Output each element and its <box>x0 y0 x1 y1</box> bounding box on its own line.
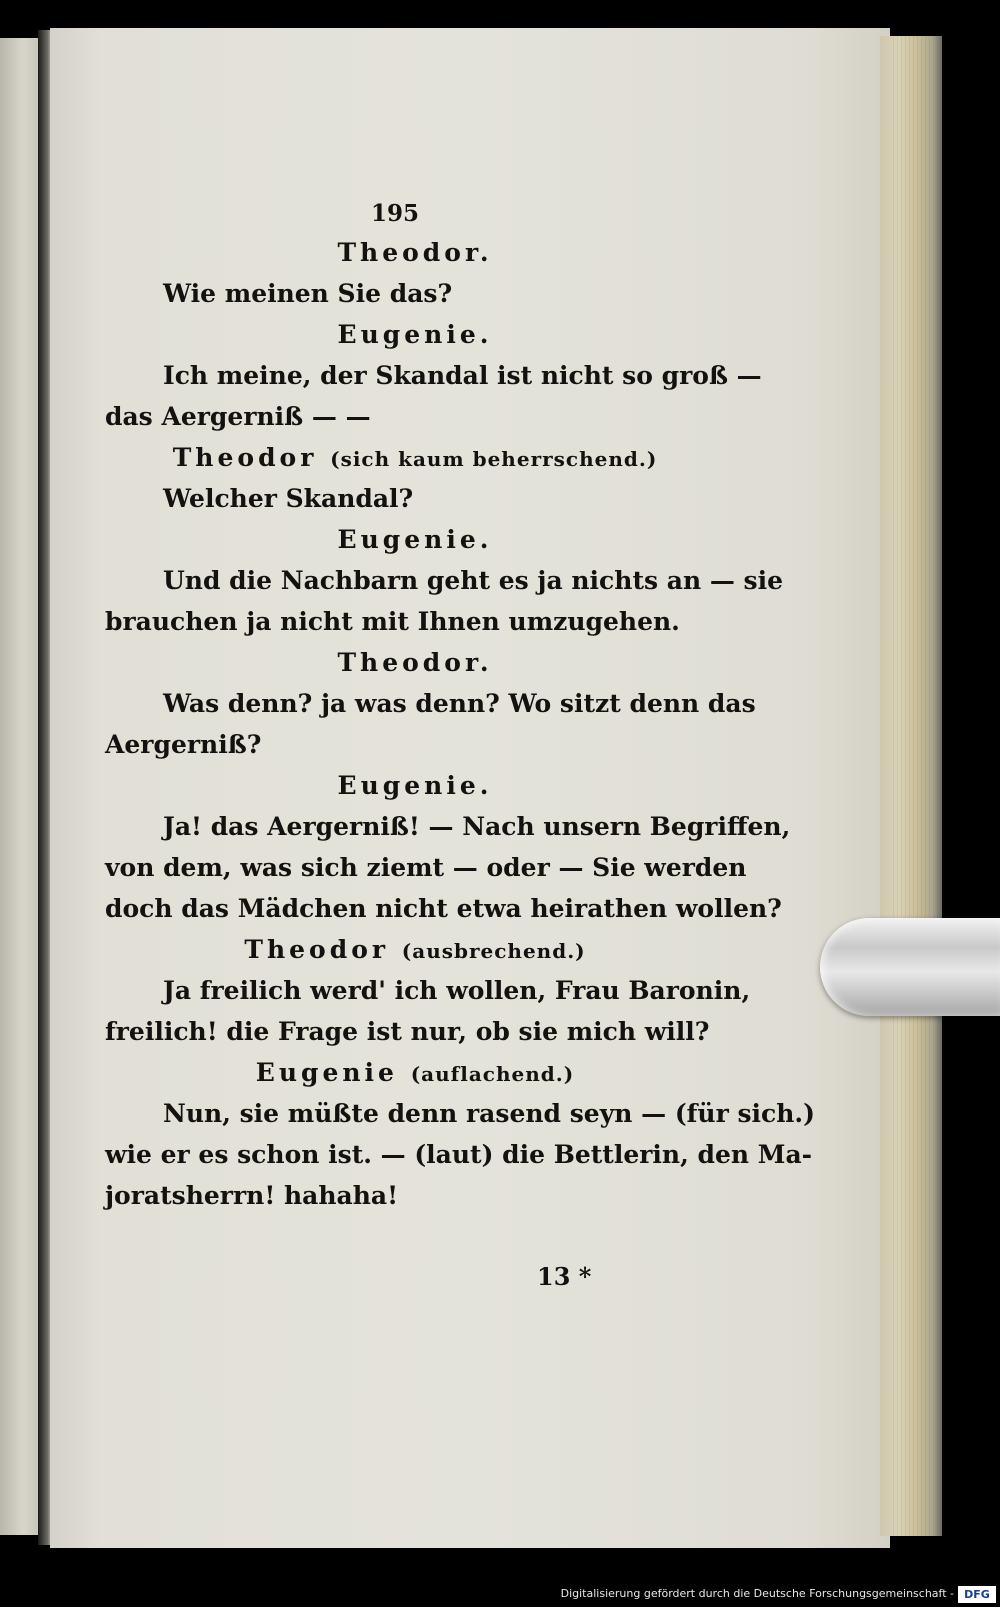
text-line: Was denn? ja was denn? Wo sitzt denn das <box>163 689 756 718</box>
footer-bar <box>0 1583 1000 1607</box>
speaker-name: Eugenie <box>255 1058 398 1087</box>
footer-credit: Digitalisierung gefördert durch die Deutsche Forschungsgemeinschaft - <box>560 1587 954 1600</box>
speaker-name: Eugenie. <box>337 320 493 349</box>
text-line: Nun, sie müßte denn rasend seyn — (für sich.) <box>163 1099 815 1128</box>
text-line: brauchen ja nicht mit Ihnen umzugehen. <box>105 607 680 636</box>
speaker-heading <box>105 765 725 806</box>
stage-direction: (sich kaum beherrschend.) <box>330 447 658 471</box>
text-line: von dem, was sich ziemt — oder — Sie werden <box>105 853 747 882</box>
text-line: wie er es schon ist. — (laut) die Bettlerin, den Ma- <box>105 1140 813 1169</box>
page-text <box>105 196 815 1216</box>
speaker-name: Theodor <box>172 443 318 472</box>
speaker-heading <box>105 314 725 355</box>
text-line: Aergerniß? <box>105 730 262 759</box>
speaker-name: Theodor. <box>337 648 493 677</box>
signature-mark: 13 * <box>537 1262 592 1291</box>
text-line: Und die Nachbarn geht es ja nichts an — sie <box>163 566 784 595</box>
text-line: das Aergerniß — — <box>105 402 371 431</box>
text-line: Ja! das Aergerniß! — Nach unsern Begriffen, <box>163 812 791 841</box>
text-line: Ich meine, der Skandal ist nicht so groß — <box>163 361 762 390</box>
speaker-name: Theodor <box>244 935 390 964</box>
text-line: Ja freilich werd' ich wollen, Frau Baronin, <box>163 976 751 1005</box>
speaker-heading <box>105 519 725 560</box>
text-line: freilich! die Frage ist nur, ob sie mich will? <box>105 1017 710 1046</box>
text-line: doch das Mädchen nicht etwa heirathen wollen? <box>105 894 782 923</box>
page-clip <box>820 918 1000 1016</box>
speaker-name: Eugenie. <box>337 525 493 554</box>
stage-direction: (auflachend.) <box>410 1062 575 1086</box>
speaker-heading <box>105 929 725 970</box>
page-stack-lines <box>890 36 938 1536</box>
left-page-edge <box>0 38 38 1535</box>
dfg-logo: DFG <box>958 1586 996 1603</box>
text-line: Welcher Skandal? <box>163 484 414 513</box>
page-number: 195 <box>370 200 419 227</box>
text-line: joratsherrn! hahaha! <box>105 1181 399 1210</box>
stage-direction: (ausbrechend.) <box>401 939 586 963</box>
text-line: Wie meinen Sie das? <box>163 279 453 308</box>
speaker-heading <box>105 232 725 273</box>
speaker-heading <box>105 437 725 478</box>
speaker-name: Theodor. <box>337 238 493 267</box>
speaker-heading <box>105 1052 725 1093</box>
speaker-name: Eugenie. <box>337 771 493 800</box>
speaker-heading <box>105 642 725 683</box>
